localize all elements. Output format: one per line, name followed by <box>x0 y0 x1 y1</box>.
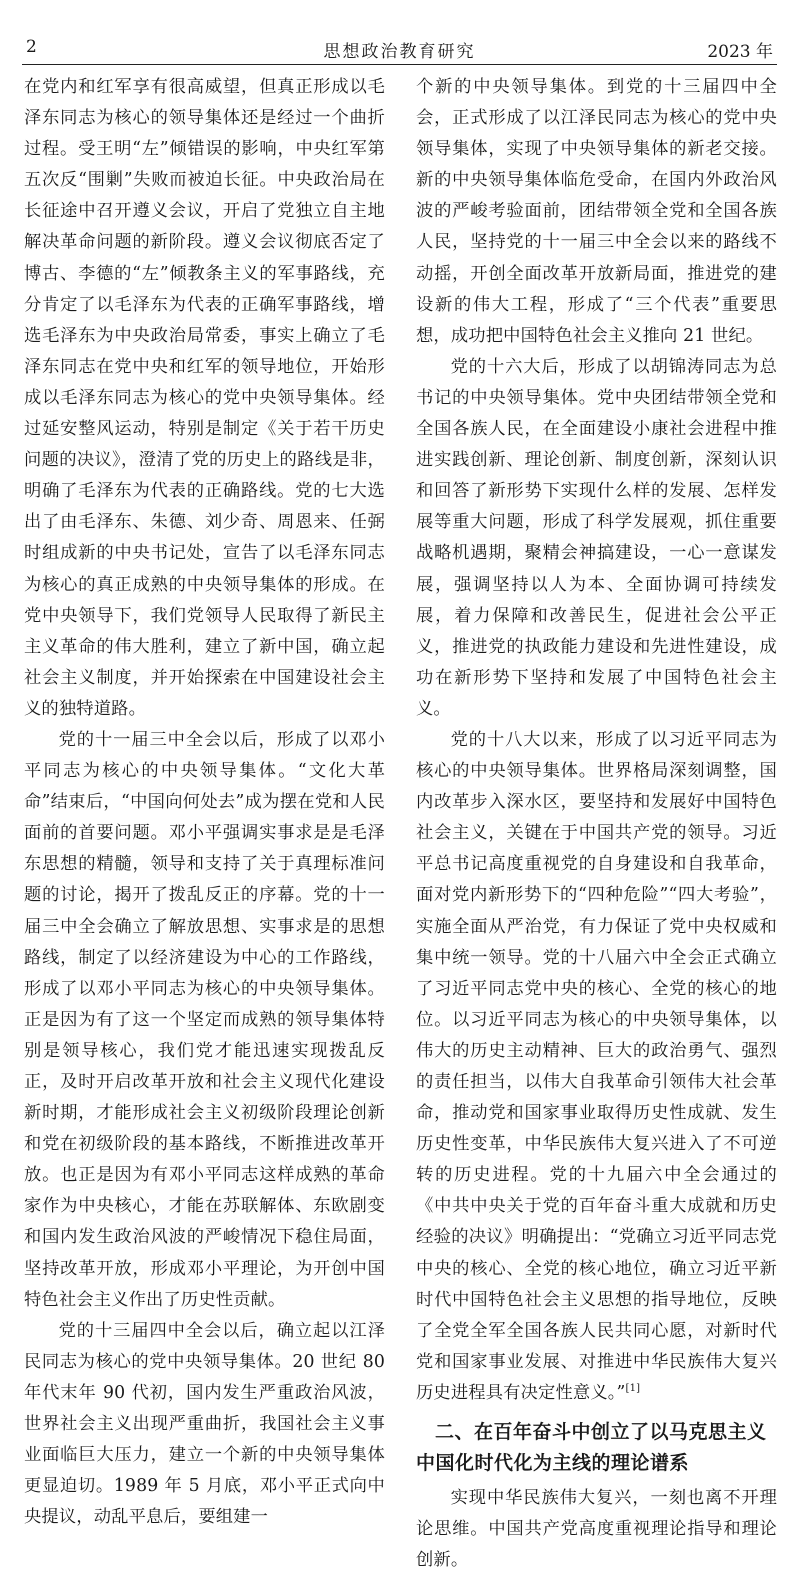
journal-title: 思想政治教育研究 <box>323 42 476 62</box>
paragraph: 个新的中央领导集体。到党的十三届四中全会，正式形成了以江泽民同志为核心的党中央领导集体，实现了中央领导集体的新老交接。新的中央领导集体临危受命，在国内外政治风波的严峻考验面前，团结带领全党和全国各族人民，坚持党的十一届三中全会以来的路线不动摇，开创全面改革开放新局面，推进党的建设新的伟大工程，形成了“三个代表”重要思想，成功把中国特色社会主义推向 21 世纪。 <box>416 77 777 346</box>
footnote-reference: [1] <box>625 1383 641 1395</box>
paragraph: 党的十六大后，形成了以胡锦涛同志为总书记的中央领导集体。党中央团结带领全党和全国各族人民，在全面建设小康社会进程中推进实践创新、理论创新、制度创新，深刻认识和回答了新形势下实现什么样的发展、怎样发展等重大问题，形成了科学发展观，抓住重要战略机遇期，聚精会神搞建设，一心一意谋发展，强调坚持以人为本、全面协调可持续发展，着力保障和改善民生，促进社会公平正义，推进党的执政能力建设和先进性建设，成功在新形势下坚持和发展了中国特色社会主义。 <box>416 356 777 719</box>
right-column <box>416 72 777 1571</box>
paragraph: 在党内和红军享有很高威望，但真正形成以毛泽东同志为核心的领导集体还是经过一个曲折过程。受王明“左”倾错误的影响，中央红军第五次反“围剿”失败而被迫长征。中央政治局在长征途中召开遵义会议，开启了党独立自主地解决革命问题的新阶段。遵义会议彻底否定了博古、李德的“左”倾教条主义的军事路线，充分肯定了以毛泽东为代表的正确军事路线，增选毛泽东为中央政治局常委，事实上确立了毛泽东同志在党中央和红军的领导地位，开始形成以毛泽东同志为核心的党中央领导集体。经过延安整风运动，特别是制定《关于若干历史问题的决议》，澄清了党的历史上的路线是非，明确了毛泽东为代表的正确路线。党的七大选出了由毛泽东、朱德、刘少奇、周恩来、任弼时组成新的中央书记处，宣告了以毛泽东同志为核心的真正成熟的中央领导集体的形成。在党中央领导下，我们党领导人民取得了新民主主义革命的伟大胜利，建立了新中国，确立起社会主义制度，并开始探索在中国建设社会主义的独特道路。 <box>24 77 385 719</box>
paragraph: 党的十三届四中全会以后，确立起以江泽民同志为核心的党中央领导集体。20 世纪 80 年代末年 90 代初，国内发生严重政治风波，世界社会主义出现严重曲折，我国社会主义事业面临巨大压力，建立一个新的中央领导集体更显迫切。1989 年 5 月底，邓小平正式向中央提议，动乱平息后，要组建一 <box>24 1320 385 1528</box>
paragraph <box>416 725 777 1409</box>
article-body <box>24 72 777 1571</box>
publication-year: 2023 年 <box>707 42 773 62</box>
left-column <box>24 72 385 1528</box>
page-header <box>22 34 777 65</box>
section-heading: 二、在百年奋斗中创立了以马克思主义中国化时代化为主线的理论谱系 <box>416 1421 767 1475</box>
paragraph-text: 党的十八大以来，形成了以习近平同志为核心的中央领导集体。世界格局深刻调整，国内改革步入深水区，要坚持和发展好中国特色社会主义，关键在于中国共产党的领导。习近平总书记高度重视党的自身建设和自我革命，面对党内新形势下的“四种危险”“四大考验”，实施全面从严治党，有力保证了党中央权威和集中统一领导。党的十八届六中全会正式确立了习近平同志党中央的核心、全党的核心的地位。以习近平同志为核心的中央领导集体，以伟大的历史主动精神、巨大的政治勇气、强烈的责任担当，以伟大自我革命引领伟大社会革命，推动党和国家事业取得历史性成就、发生历史性变革，中华民族伟大复兴进入了不可逆转的历史进程。党的十九届六中全会通过的《中共中央关于党的百年奋斗重大成就和历史经验的决议》明确提出：“党确立习近平同志党中央的核心、全党的核心地位，确立习近平新时代中国特色社会主义思想的指导地位，反映了全党全军全国各族人民共同心愿，对新时代党和国家事业发展、对推进中华民族伟大复兴历史进程具有决定性意义。” <box>416 729 777 1403</box>
page-number: 2 <box>26 37 37 57</box>
paragraph: 党的十一届三中全会以后，形成了以邓小平同志为核心的中央领导集体。“文化大革命”结束后，“中国向何处去”成为摆在党和人民面前的首要问题。邓小平强调实事求是是毛泽东思想的精髓，领导和支持了关于真理标准问题的讨论，揭开了拨乱反正的序幕。党的十一届三中全会确立了解放思想、实事求是的思想路线，制定了以经济建设为中心的工作路线，形成了以邓小平同志为核心的中央领导集体。正是因为有了这一个坚定而成熟的领导集体特别是领导核心，我们党才能迅速实现拨乱反正，及时开启改革开放和社会主义现代化建设新时期，才能形成社会主义初级阶段理论创新和党在初级阶段的基本路线，不断推进改革开放。也正是因为有邓小平同志这样成熟的革命家作为中央核心，才能在苏联解体、东欧剧变和国内发生政治风波的严峻情况下稳住局面，坚持改革开放，形成邓小平理论，为开创中国特色社会主义作出了历史性贡献。 <box>24 729 385 1310</box>
paragraph: 实现中华民族伟大复兴，一刻也离不开理论思维。中国共产党高度重视理论指导和理论创新。 <box>416 1488 777 1571</box>
